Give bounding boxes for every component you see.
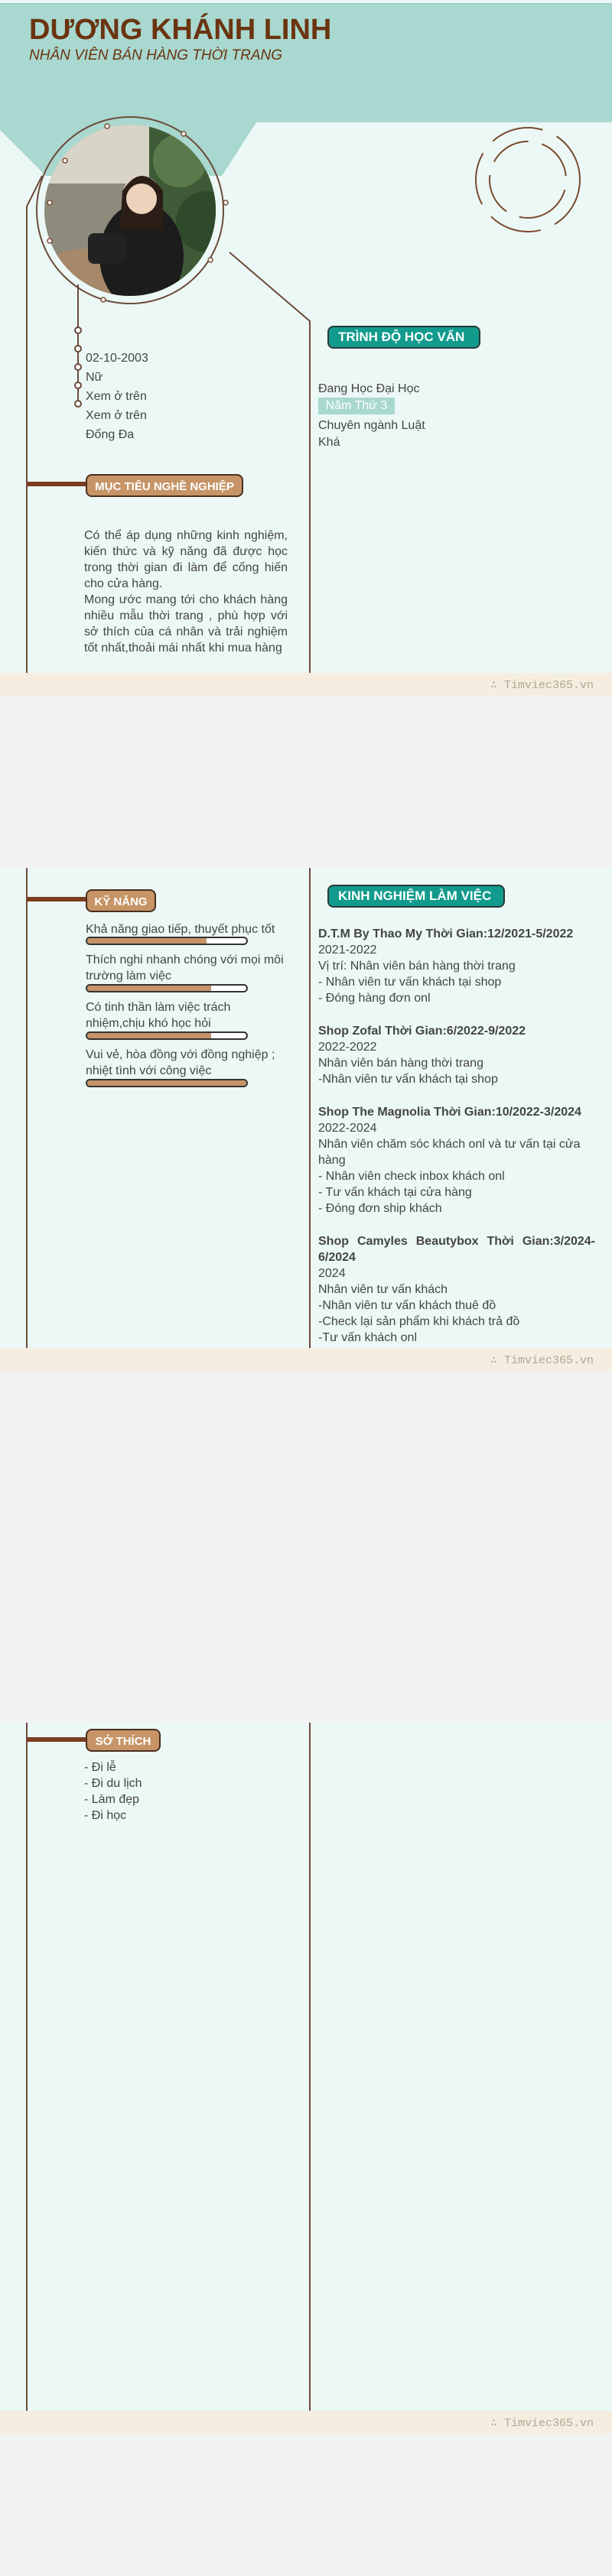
job-line: - Nhân viên tư vấn khách tại shop — [318, 976, 502, 989]
candidate-title: NHÂN VIÊN BÁN HÀNG THỜI TRANG — [29, 47, 283, 63]
job-line: -Nhân viên tư vấn khách thuê đồ — [318, 1299, 496, 1312]
job-line: Nhân viên chăm sóc khách onl và tư vấn tại cửa hàng — [318, 1138, 581, 1167]
job-title: Shop The Magnolia Thời Gian:10/2022-3/2024 — [318, 1106, 581, 1119]
footer-1 — [0, 673, 612, 696]
hobby-item-1: - Đi lễ — [84, 1761, 116, 1774]
job-2 — [318, 1023, 595, 1087]
job-line: - Tư vấn khách tại cửa hàng — [318, 1186, 472, 1199]
hobby-item-4: - Đi học — [84, 1809, 127, 1822]
job-period: 2021-2022 — [318, 944, 377, 957]
job-period: 2022-2022 — [318, 1041, 377, 1054]
job-line: - Đóng hàng đơn onl — [318, 992, 431, 1005]
hobbies-bar — [27, 1737, 88, 1742]
left-line — [26, 868, 28, 1348]
footer-brand: ∴ Timviec365.vn — [490, 679, 594, 692]
job-line: -Check lại sản phẩm khi khách trả đồ — [318, 1315, 520, 1328]
skill-label-1: Khả năng giao tiếp, thuyết phục tốt — [86, 923, 275, 936]
job-line: - Nhân viên check inbox khách onl — [318, 1170, 505, 1183]
experience-list — [318, 926, 595, 1346]
job-period: 2024 — [318, 1267, 346, 1280]
job-title: Shop Zofal Thời Gian:6/2022-9/2022 — [318, 1025, 526, 1038]
footer-3 — [0, 2411, 612, 2434]
center-line — [309, 1723, 311, 2411]
skill-label-3: Có tinh thần làm việc trách nhiệm,chịu khó học hỏi — [86, 1001, 231, 1030]
objective-heading: MỤC TIÊU NGHỀ NGHIỆP — [86, 474, 243, 497]
cv-page-1 — [0, 0, 612, 673]
skill-bar-3 — [86, 1031, 248, 1040]
hobby-item-3: - Làm đẹp — [84, 1793, 140, 1806]
job-title: D.T.M By Thao My Thời Gian:12/2021-5/2022 — [318, 927, 574, 940]
job-line: Nhân viên tư vấn khách — [318, 1283, 448, 1296]
job-line: Nhân viên bán hàng thời trang — [318, 1057, 483, 1070]
skills-heading: KỸ NĂNG — [86, 889, 156, 912]
candidate-name: DƯƠNG KHÁNH LINH — [29, 14, 332, 46]
footer-2 — [0, 1348, 612, 1371]
skill-fill-4 — [87, 1080, 246, 1086]
job-title: Shop Camyles Beautybox Thời Gian:3/2024-6/2024 — [318, 1235, 595, 1264]
hobbies-heading: SỞ THÍCH — [86, 1729, 161, 1752]
education-grade: Khá — [318, 436, 340, 449]
job-period: 2022-2024 — [318, 1122, 377, 1135]
job-line: - Đóng đơn ship khách — [318, 1202, 442, 1215]
skill-label-2: Thích nghi nhanh chóng với mọi môi trường làm việc — [86, 953, 284, 983]
job-line: -Nhân viên tư vấn khách tại shop — [318, 1073, 498, 1086]
skill-fill-2 — [87, 986, 211, 991]
info-phone: Xem ở trên — [86, 390, 147, 403]
job-3 — [318, 1104, 595, 1217]
footer-brand: ∴ Timviec365.vn — [490, 2417, 594, 2430]
skills-bar — [27, 897, 88, 901]
center-line — [309, 868, 311, 1348]
job-line: -Tư vấn khách onl — [318, 1331, 417, 1344]
footer-brand: ∴ Timviec365.vn — [490, 1354, 594, 1367]
info-email: Xem ở trên — [86, 409, 147, 422]
skill-bar-2 — [86, 984, 248, 992]
experience-heading: KINH NGHIỆM LÀM VIỆC — [327, 885, 505, 908]
info-address: Đống Đa — [86, 428, 135, 441]
education-major: Chuyên ngành Luật — [318, 419, 425, 432]
skill-bar-4 — [86, 1079, 248, 1087]
skill-fill-3 — [87, 1033, 211, 1038]
hobby-item-2: - Đi du lịch — [84, 1777, 142, 1790]
job-4 — [318, 1233, 595, 1346]
skill-fill-1 — [87, 938, 207, 944]
objective-bar — [27, 482, 88, 486]
cv-page-2 — [0, 868, 612, 1348]
info-birthday: 02-10-2003 — [86, 352, 148, 365]
education-year-badge: Năm Thứ 3 — [318, 398, 395, 414]
skill-label-4: Vui vẻ, hòa đồng với đồng nghiệp ; nhiệt tình với công việc — [86, 1048, 275, 1077]
job-1 — [318, 926, 595, 1006]
job-line: Vị trí: Nhân viên bán hàng thời trang — [318, 960, 516, 973]
left-line — [26, 1723, 28, 2411]
objective-paragraph-1: Có thể áp dụng những kinh nghiệm, kiến thức và kỹ năng đã được học trong thời gian đi làm để cống hiến cho cửa hàng. — [84, 529, 288, 590]
skill-bar-1 — [86, 937, 248, 945]
cv-page-3 — [0, 1723, 612, 2411]
objective-paragraph-2: Mong ước mang tới cho khách hàng nhiều mẫu thời trang , phù hợp với sở thích của cá nhân và trải nghiệm tốt nhất,thoải mái nhất khi mua hàng — [84, 593, 288, 655]
education-heading: TRÌNH ĐỘ HỌC VẤN — [327, 326, 480, 349]
education-level: Đang Học Đại Học — [318, 382, 420, 395]
info-gender: Nữ — [86, 371, 103, 384]
